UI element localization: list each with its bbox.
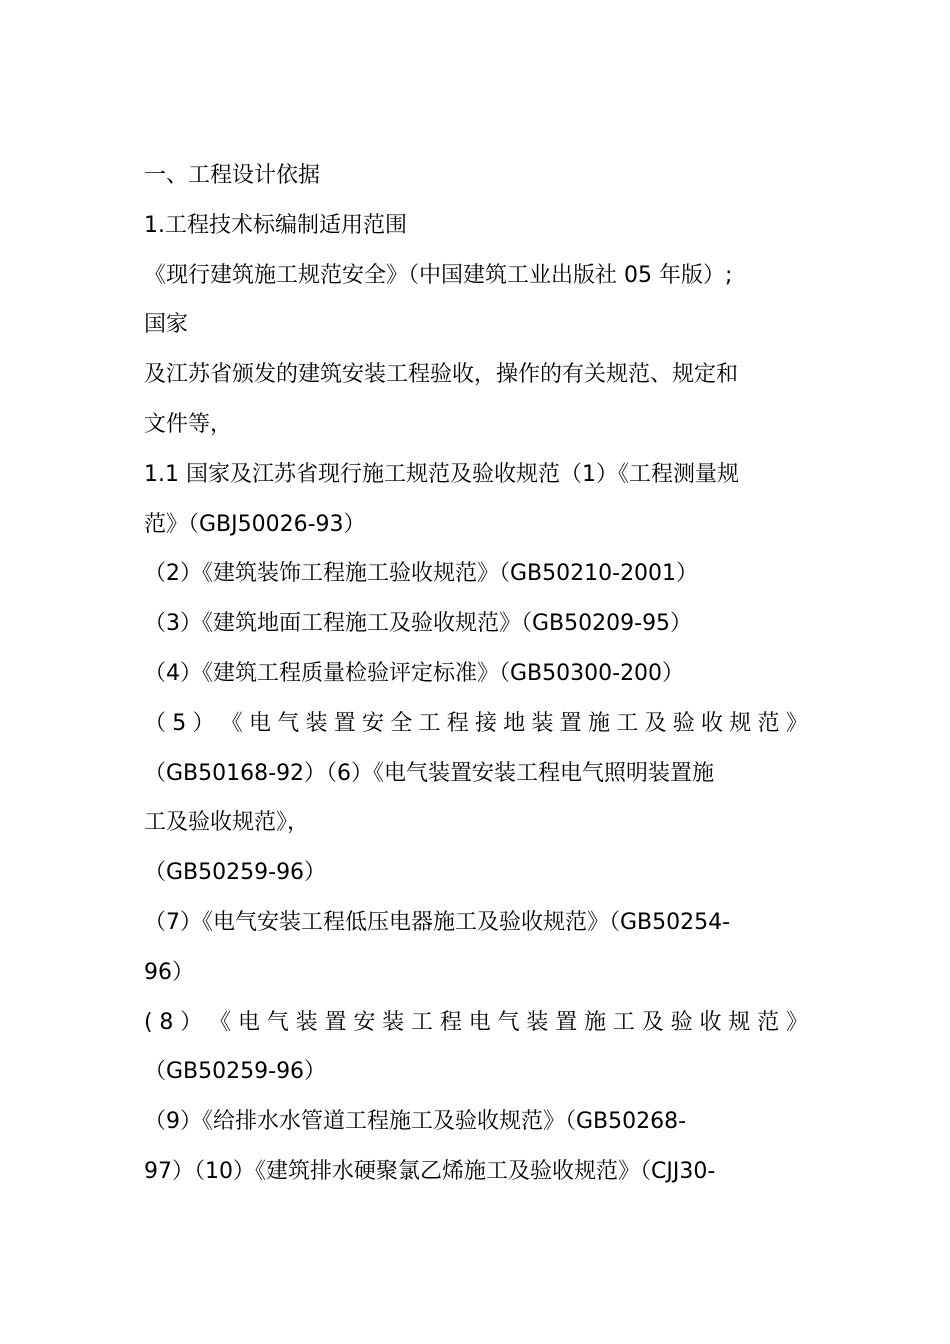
text-line: 范》（GBJ50026-93） — [144, 511, 366, 537]
text-line: 国家 — [144, 312, 189, 338]
list-item: （9）《给排水水管道工程施工及验收规范》（GB50268- — [144, 1109, 687, 1135]
text-line: 及江苏省颁发的建筑安装工程验收，操作的有关规范、规定和 — [144, 362, 739, 388]
text-line: （GB50259-96） — [144, 860, 327, 886]
document-body — [144, 151, 808, 1197]
list-item-justified: （ 5 ） 《 电 气 装 置 安 全 工 程 接 地 装 置 施 工 及 验 收 规 范 》 — [144, 710, 808, 736]
list-item: （3）《建筑地面工程施工及验收规范》（GB50209-95） — [144, 611, 693, 637]
list-item: 97）（10）《建筑排水硬聚氯乙烯施工及验收规范》（CJJ30- — [144, 1158, 716, 1184]
text-line: 1.1 国家及江苏省现行施工规范及验收规范（1）《工程测量规 — [144, 461, 739, 487]
text-line: （GB50259-96） — [144, 1059, 327, 1085]
list-item: （7）《电气安装工程低压电器施工及验收规范》（GB50254- — [144, 909, 731, 935]
subsection-heading: 1.工程技术标编制适用范围 — [144, 212, 407, 238]
list-item: （GB50168-92）（6）《电气装置安装工程电气照明装置施 — [144, 760, 715, 786]
list-item: （2）《建筑装饰工程施工验收规范》（GB50210-2001） — [144, 561, 699, 587]
list-item-justified: ( 8 ） 《 电 气 装 置 安 装 工 程 电 气 装 置 施 工 及 验 收 规 范 》 — [144, 1009, 808, 1035]
text-line: 工及验收规范》， — [144, 810, 310, 836]
list-item: （4）《建筑工程质量检验评定标准》（GB50300-200） — [144, 660, 685, 686]
text-line: 96） — [144, 959, 194, 985]
text-line: 文件等， — [144, 411, 233, 437]
section-heading: 一、工程设计依据 — [144, 163, 321, 188]
text-line: 《现行建筑施工规范安全》（中国建筑工业出版社 05 年版）; — [144, 262, 733, 288]
